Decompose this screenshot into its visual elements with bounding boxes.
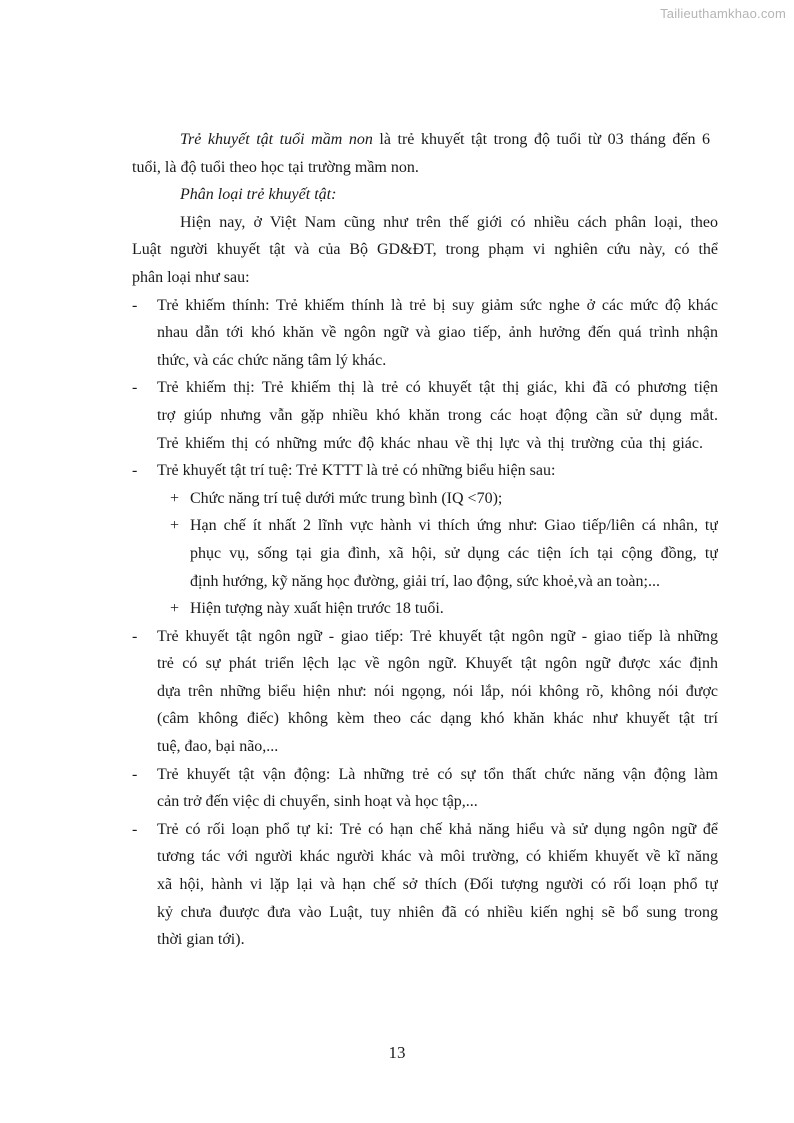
dash-bullet: - — [132, 627, 138, 645]
list-item-continuation — [0, 705, 794, 733]
definition-text: tuổi, là độ tuổi theo học tại trường mầm non. — [132, 158, 419, 176]
paragraph-line — [0, 154, 794, 182]
list-item-continuation — [0, 788, 794, 816]
list-item-continuation — [0, 843, 794, 871]
page-number: 13 — [388, 1043, 406, 1062]
sub-list-item — [0, 595, 794, 623]
dash-bullet: - — [132, 820, 138, 838]
list-item-text: trẻ có sự phát triển lệch lạc về ngôn ngữ. Khuyết tật ngôn ngữ được xác định — [157, 655, 718, 673]
list-item-continuation — [0, 871, 794, 899]
sub-list-item — [0, 485, 794, 513]
sub-list-item-continuation — [0, 540, 794, 568]
sub-list-item-text: Hiện tượng này xuất hiện trước 18 tuổi. — [190, 600, 444, 618]
list-item-text: (câm không điếc) không kèm theo các dạng khó khăn khác như khuyết tật trí — [157, 710, 718, 728]
list-item-text: thức, và các chức năng tâm lý khác. — [157, 351, 387, 369]
list-item-text: trợ giúp nhưng vẫn gặp nhiều khó khăn trong các hoạt động cần sử dụng mắt. — [157, 406, 718, 424]
list-item-continuation — [0, 347, 794, 375]
paragraph-line — [0, 264, 794, 292]
list-item-continuation — [0, 430, 794, 458]
watermark-text: Tailieuthamkhao.com — [660, 6, 786, 21]
list-item-text: Trẻ khuyết tật trí tuệ: Trẻ KTTT là trẻ có những biểu hiện sau: — [157, 462, 556, 480]
list-item — [0, 374, 794, 402]
list-item — [0, 816, 794, 844]
sub-list-item-text: phục vụ, sống tại gia đình, xã hội, sử dụng các tiện ích tại cộng đồng, tự — [190, 544, 718, 562]
list-item-text: xã hội, hành vi lặp lại và hạn chế sở thích (Đối tượng người có rối loạn phổ tự — [157, 876, 718, 894]
list-item-text: tương tác với người khác người khác và môi trường, có khiếm khuyết về kĩ năng — [157, 848, 718, 866]
definition-text: là trẻ khuyết tật trong độ tuổi từ 03 tháng đến 6 — [372, 131, 710, 148]
list-item-text: Trẻ khiếm thị: Trẻ khiếm thị là trẻ có khuyết tật thị giác, khi đã có phương tiện — [157, 379, 718, 397]
paragraph-line — [0, 126, 794, 154]
sub-list-item-continuation — [0, 568, 794, 596]
paragraph-line — [0, 209, 794, 237]
list-item-text: nhau dẫn tới khó khăn về ngôn ngữ và giao tiếp, ảnh hưởng đến quá trình nhận — [157, 324, 718, 342]
list-item-continuation — [0, 678, 794, 706]
sub-list-item — [0, 512, 794, 540]
paragraph-line — [0, 181, 794, 209]
list-item-text: Trẻ có rối loạn phổ tự kỉ: Trẻ có hạn chế khả năng hiểu và sử dụng ngôn ngữ để — [157, 820, 718, 838]
list-item — [0, 623, 794, 651]
sub-list-item-text: Chức năng trí tuệ dưới mức trung bình (IQ <70); — [190, 489, 503, 507]
list-item-text: dựa trên những biểu hiện như: nói ngọng, nói lắp, nói không rõ, không nói được — [157, 682, 718, 700]
dash-bullet: - — [132, 765, 138, 783]
list-item-text: thời gian tới). — [157, 931, 245, 949]
plus-bullet: + — [170, 489, 180, 507]
intro-text: phân loại như sau: — [132, 268, 250, 286]
list-item-continuation — [0, 402, 794, 430]
dash-bullet: - — [132, 462, 138, 480]
list-item-continuation — [0, 319, 794, 347]
list-item — [0, 292, 794, 320]
list-item — [0, 761, 794, 789]
list-item-text: Trẻ khiếm thính: Trẻ khiếm thính là trẻ bị suy giảm sức nghe ở các mức độ khác — [157, 296, 718, 314]
list-item-text: Trẻ khuyết tật vận động: Là những trẻ có sự tổn thất chức năng vận động làm — [157, 765, 718, 783]
list-item-continuation — [0, 926, 794, 954]
definition-line — [180, 126, 710, 154]
list-item-text: tuệ, đao, bại não,... — [157, 738, 279, 756]
list-item-text: Trẻ khiếm thị có những mức độ khác nhau về thị lực và thị trường của thị giác. — [157, 434, 703, 452]
dash-bullet: - — [132, 296, 138, 314]
section-heading: Phân loại trẻ khuyết tật: — [180, 186, 337, 204]
list-item-continuation — [0, 899, 794, 927]
intro-text: Hiện nay, ở Việt Nam cũng như trên thế giới có nhiều cách phân loại, theo — [180, 213, 718, 231]
list-item-text: cản trở đến việc di chuyển, sinh hoạt và học tập,... — [157, 793, 478, 811]
list-item-text: Trẻ khuyết tật ngôn ngữ - giao tiếp: Trẻ khuyết tật ngôn ngữ - giao tiếp là những — [157, 627, 718, 645]
paragraph-line — [0, 236, 794, 264]
sub-list-item-text: Hạn chế ít nhất 2 lĩnh vực hành vi thích ứng như: Giao tiếp/liên cá nhân, tự — [190, 517, 718, 535]
sub-list-item-text: định hướng, kỹ năng học đường, giải trí, lao động, sức khoẻ,và an toàn;... — [190, 572, 660, 590]
list-item-continuation — [0, 733, 794, 761]
plus-bullet: + — [170, 517, 180, 535]
document-body — [0, 126, 794, 954]
plus-bullet: + — [170, 600, 180, 618]
intro-text: Luật người khuyết tật và của Bộ GD&ĐT, trong phạm vi nghiên cứu này, có thể — [132, 241, 718, 259]
dash-bullet: - — [132, 379, 138, 397]
list-item-text: kỷ chưa đuược đưa vào Luật, tuy nhiên đã có nhiều kiến nghị sẽ bổ sung trong — [157, 903, 718, 921]
list-item — [0, 457, 794, 485]
list-item-continuation — [0, 650, 794, 678]
defined-term: Trẻ khuyết tật tuổi mầm non — [180, 131, 373, 148]
